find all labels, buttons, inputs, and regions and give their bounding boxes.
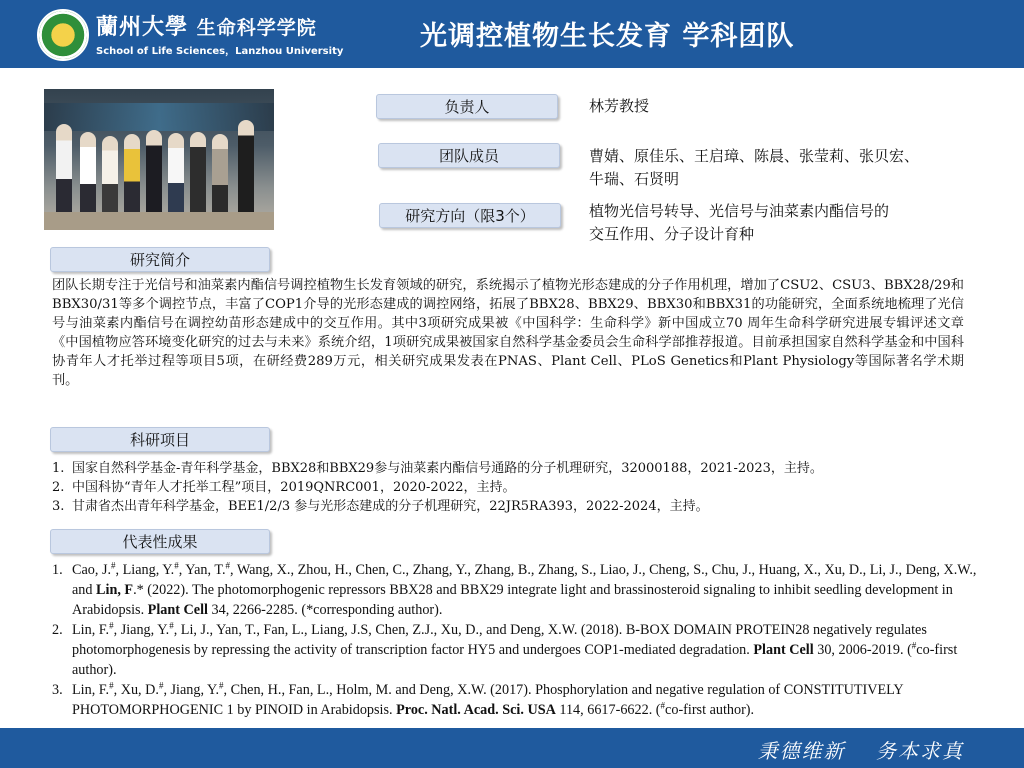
members-line-1: 曹婧、原佳乐、王启璋、陈晨、张莹莉、张贝宏、 <box>589 147 920 165</box>
publication-authors: Lin, F. <box>72 622 110 638</box>
co-first-mark: # <box>660 700 666 711</box>
direction-line-1: 植物光信号转导、光信号与油菜素内酯信号的 <box>589 202 890 220</box>
publication-body: .* (2022). The photomorphogenic repressors BBX28 and BBX29 integrate light and brassinosteroid signaling to inhibit seedling development in Arabidopsis. <box>72 582 953 618</box>
header-bar <box>0 0 1024 68</box>
team-photo <box>44 89 274 230</box>
project-number: 3. <box>52 499 65 514</box>
publication-tail: 30, 2006-2019. ( <box>813 642 912 658</box>
leader-value <box>589 95 649 118</box>
project-item <box>52 459 1012 478</box>
project-text: 国家自然科学基金-青年科学基金，BBX28和BBX29参与油菜素内酯信号通路的分子机理研究，32000188，2021-2023，主持。 <box>72 461 823 476</box>
university-name-en: School of Life Sciences，Lanzhou University <box>96 46 344 57</box>
achievements-label: 代表性成果 <box>50 529 270 554</box>
project-number: 1. <box>52 461 65 476</box>
publication-authors: , Wang, X., Zhou, H., Chen, C., Zhang, Y., Zhang, B., Zhang, S., Liao, J., Cheng, S., Chu, J., Huang, X., Xu, D., Li, J., Deng, X.W., and <box>72 562 977 598</box>
photo-person <box>102 136 118 216</box>
photo-person <box>212 134 228 216</box>
intro-paragraph: 团队长期专注于光信号和油菜素内酯信号调控植物生长发育领域的研究，系统揭示了植物光形态建成的分子作用机理，增加了CSU2、CSU3、BBX28/29和BBX30/31等多个调控节点，丰富了COP1介导的光形态建成的调控网络，拓展了BBX28、BBX29、BBX30和BBX31的功能研究，全面系统地梳理了光信号与油菜素内酯信号在调控幼苗形态建成中的交互作用。其中3项研究成果被《中国科学：生命科学》新中国成立70 周年生命科学研究进展专辑评述文章《中国植物应答环境变化研究的过去与未来》系统介绍，1项研究成果被国家自然科学基金委员会生命科学部推荐报道。目前承担国家自然科学基金和中国科协青年人才托举过程等项目5项，在研经费289万元，相关研究成果发表在PNAS、Plant Cell、PLoS Genetics和Plant Physiology等国际著名学术期刊。 <box>52 278 964 388</box>
co-first-mark: # <box>225 560 231 571</box>
co-first-mark: # <box>158 680 164 691</box>
publication-journal: Plant Cell <box>753 642 814 658</box>
photo-person <box>146 130 162 216</box>
project-text: 中国科协“青年人才托举工程”项目，2019QNRC001，2020-2022，主持。 <box>72 480 516 495</box>
photo-person <box>80 132 96 216</box>
publication-authors: Cao, J. <box>72 562 112 578</box>
publication-tail: 114, 6617-6622. ( <box>555 702 661 718</box>
footer-bar <box>0 728 1024 768</box>
college-name-cn: 生命科学学院 <box>196 17 317 39</box>
project-item <box>52 497 1012 516</box>
publication-authors: , Xu, D. <box>113 682 159 698</box>
publication-item <box>52 680 982 720</box>
publication-tail: co-first author). <box>665 702 755 718</box>
publication-authors: , Yan, T. <box>178 562 226 578</box>
page-title: 光调控植物生长发育 学科团队 <box>420 21 795 52</box>
photo-person <box>190 132 206 216</box>
co-first-mark: # <box>111 560 116 571</box>
projects-list <box>52 459 1012 516</box>
footer-motto: 秉德维新 务本求真 <box>757 739 964 763</box>
photo-person <box>124 134 140 216</box>
photo-person <box>56 124 72 216</box>
co-first-mark: # <box>169 620 174 631</box>
intro-label: 研究简介 <box>50 247 270 272</box>
publication-item <box>52 620 982 680</box>
university-name <box>96 10 317 41</box>
direction-value <box>589 200 889 246</box>
project-item <box>52 478 1012 497</box>
project-text: 甘肃省杰出青年科学基金，BEE1/2/3 参与光形态建成的分子机理研究，22JR5RA393，2022-2024，主持。 <box>72 499 709 514</box>
publication-authors: , Jiang, Y. <box>113 622 170 638</box>
publication-tail: 34, 2266-2285. (*corresponding author). <box>207 602 443 618</box>
co-first-mark: # <box>174 560 179 571</box>
corresponding-author: Lin, F <box>96 582 134 598</box>
co-first-mark: # <box>911 640 917 651</box>
leader-label: 负责人 <box>376 94 558 119</box>
publication-body: , Chen, H., Fan, L., Holm, M. and Deng, X.W. (2017). Phosphorylation and negative regulation of CONSTITUTIVELY PHOTOMORPHOGENIC 1 by PINOID in Arabidopsis. <box>72 682 904 718</box>
leader-name: 林芳教授 <box>589 97 650 115</box>
members-label: 团队成员 <box>378 143 560 168</box>
project-number: 2. <box>52 480 65 495</box>
publication-authors: , Liang, Y. <box>115 562 175 578</box>
direction-line-2: 交互作用、分子设计育种 <box>589 225 755 243</box>
members-line-2: 牛瑞、石贤明 <box>589 170 680 188</box>
publication-tail: co-first author). <box>72 642 958 678</box>
publication-number: 3. <box>52 682 63 698</box>
co-first-mark: # <box>219 680 224 691</box>
publication-authors: Lin, F. <box>72 682 110 698</box>
university-name-cn: 蘭州大學 <box>96 14 189 40</box>
publication-number: 2. <box>52 622 63 638</box>
photo-person <box>238 120 254 216</box>
university-logo-icon <box>37 9 89 61</box>
publication-authors: , Jiang, Y. <box>163 682 220 698</box>
projects-label: 科研项目 <box>50 427 270 452</box>
publication-body: , Li, J., Yan, T., Fan, L., Liang, J.S, Chen, Z.J., Xu, D., and Deng, X.W. (2018). B-BOX DOMAIN PROTEIN28 negatively regulates photomorphogenesis by repressing the activity of transcription factor HY5 and undergoes COP1-mediated degradation. <box>72 622 927 658</box>
publication-number: 1. <box>52 562 63 578</box>
publication-item <box>52 560 982 620</box>
co-first-mark: # <box>109 620 114 631</box>
publications-list <box>52 560 982 720</box>
photo-floor <box>44 212 274 230</box>
direction-label: 研究方向（限3个） <box>379 203 561 228</box>
publication-journal: Plant Cell <box>147 602 208 618</box>
co-first-mark: # <box>109 680 114 691</box>
members-value <box>589 145 919 191</box>
photo-person <box>168 133 184 216</box>
publication-journal: Proc. Natl. Acad. Sci. USA <box>396 702 556 718</box>
